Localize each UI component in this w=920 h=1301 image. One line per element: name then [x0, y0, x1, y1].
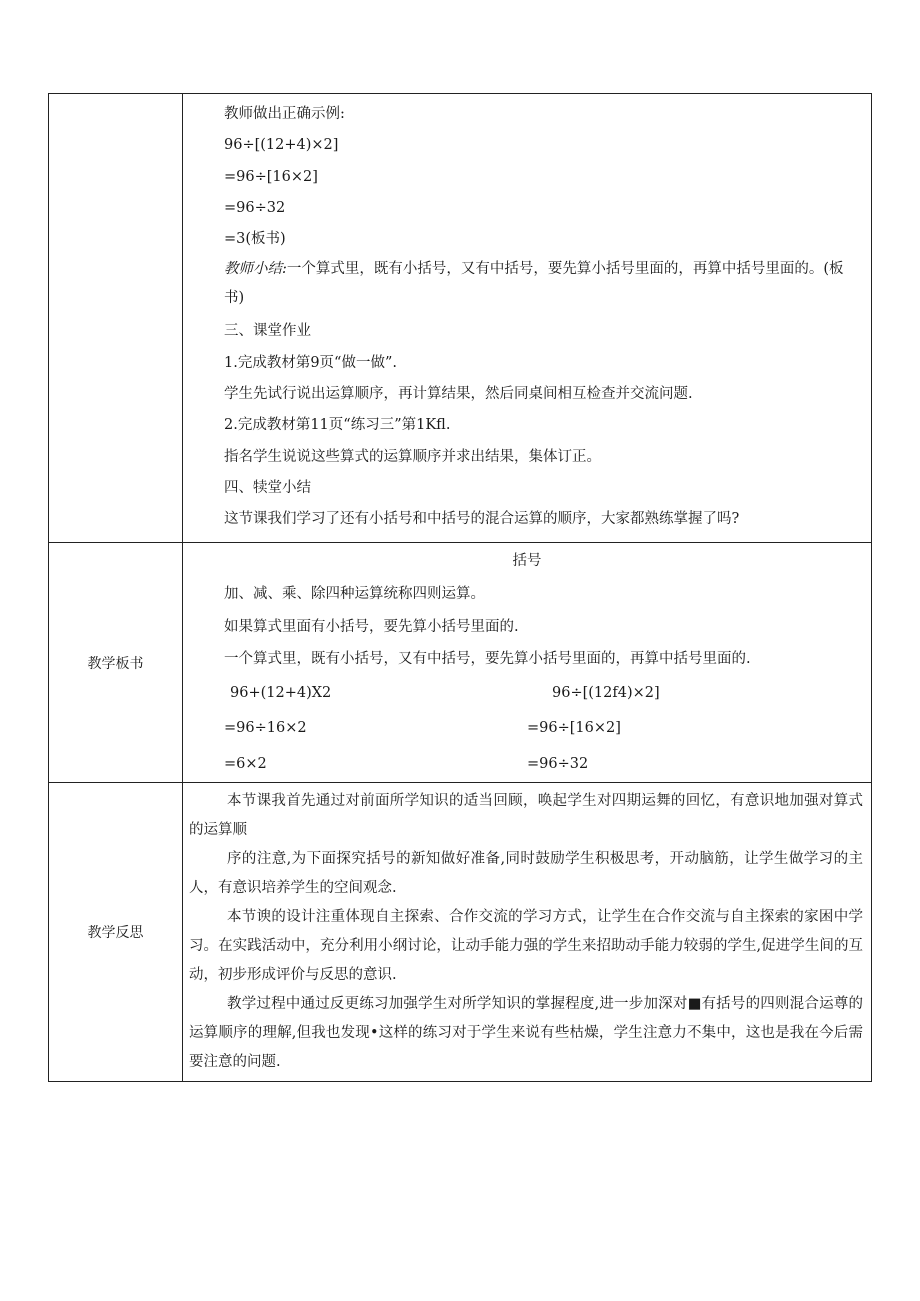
task-1: 1.完成教材第9页“做一做”. [224, 354, 397, 371]
right-calc-3: =96÷32 [527, 755, 589, 772]
teacher-summary-text: 一个算式里，既有小括号，又有中括号，要先算小括号里面的，再算中括号里面的。(板书) [224, 261, 844, 307]
reflection-paragraph: 本节课我首先通过对前面所学知识的适当回顾，唤起学生对四期运舞的回忆，有意识地加强对算式的运算顺 [189, 793, 863, 838]
reflection-paragraph: 序的注意,为下面探究括号的新知做好准备,同时鼓励学生积极思考，开动脑筋，让学生做学习的主人，有意识培养学生的空间观念. [189, 851, 863, 896]
teacher-summary-label: 教师小结: [224, 261, 287, 278]
closing-remark: 这节课我们学习了还有小括号和中括号的混合运算的顺序，大家都熟练掌握了吗? [224, 511, 740, 528]
teacher-summary [224, 255, 871, 313]
procedure-content [183, 94, 872, 543]
section-heading-summary: 四、犊堂小结 [224, 479, 311, 496]
task-2-note: 指名学生说说这些算式的运算顺序并求出结果，集体订正。 [224, 448, 601, 465]
right-calc-2: =96÷[16×2] [527, 720, 621, 737]
lesson-plan-sheet [48, 93, 872, 1082]
board-title: 括号 [512, 553, 542, 569]
board-calculations [183, 676, 871, 782]
task-2: 2.完成教材第11页“练习三”第1Kfl. [224, 417, 451, 434]
reflection-paragraph: 教学过程中通过反更练习加强学生对所学知识的掌握程度,进一步加深对■有括号的四则混合运尊的运算顺序的理解,但我也发现•这样的练习对于学生来说有些枯燥，学生注意力不集中，这也是我在今后需要注意的问题. [189, 996, 863, 1070]
left-calc-1: 96+(12+4)X2 [230, 684, 332, 701]
reflection-label: 教学反思 [49, 783, 183, 1082]
example-step-1: 96÷[(12+4)×2] [224, 137, 339, 154]
right-calc-1: 96÷[(12f4)×2] [552, 684, 660, 701]
example-step-3: =96÷32 [224, 199, 286, 216]
label-cell-empty [49, 94, 183, 543]
board-content [183, 543, 872, 783]
left-calc-3: =6×2 [224, 755, 267, 772]
board-label: 教学板书 [49, 543, 183, 783]
lesson-plan-table [48, 93, 872, 1082]
reflection-paragraph: 本节谀的设计注重体现自主探索、合作交流的学习方式，让学生在合作交流与自主探索的家困中学习。在实践活动中，充分利用小纲讨论，让动手能力强的学生来招助动手能力较弱的学生,促进学生间的互动，初步形成评价与反思的意识. [189, 909, 863, 983]
left-calc-2: =96÷16×2 [224, 720, 307, 737]
example-step-4: =3(板书) [224, 231, 286, 248]
example-step-2: =96÷[16×2] [224, 168, 318, 185]
board-line-2: 如果算式里面有小括号，要先算小括号里面的. [224, 618, 519, 635]
task-1-note: 学生先试行说出运算顺序，再计算结果，然后同桌间相互检查并交流问题. [224, 386, 693, 403]
row-board [49, 543, 872, 783]
example-intro: 教师做出正确示例: [224, 106, 345, 122]
board-line-3: 一个算式里，既有小括号，又有中括号，要先算小括号里面的，再算中括号里面的. [224, 651, 751, 668]
board-line-1: 加、减、乘、除四种运算统称四则运算。 [224, 586, 485, 602]
reflection-content [183, 783, 872, 1082]
row-reflection [49, 783, 872, 1082]
row-procedure [49, 94, 872, 543]
section-heading-homework: 三、课堂作业 [224, 323, 311, 340]
